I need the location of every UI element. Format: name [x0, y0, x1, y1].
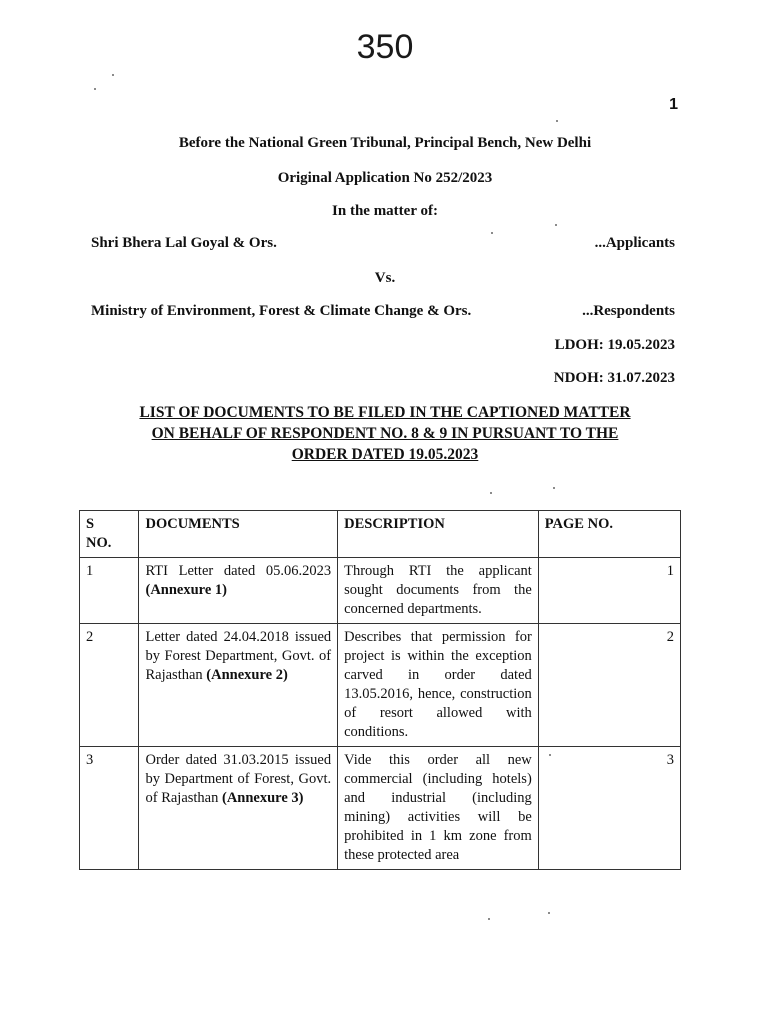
- table-row: [80, 624, 681, 747]
- row-document: [139, 747, 338, 870]
- header-s: S: [86, 516, 95, 532]
- respondent-row: [91, 303, 675, 320]
- respondent-name: Ministry of Environment, Forest & Climate Change & Ors.: [91, 303, 472, 319]
- document-text: Letter dated 24.04.2018 issued by Forest Department, Govt. of Rajasthan: [145, 629, 332, 683]
- document-text: Order dated 31.03.2015 issued by Department of Forest, Govt. of Rajasthan: [145, 752, 332, 806]
- annexure-label: (Annexure 2): [206, 667, 288, 683]
- application-number: Original Application No 252/2023: [277, 170, 493, 186]
- heading-line-2: ON BEHALF OF RESPONDENT NO. 8 & 9 IN PURSUANT TO THE: [151, 425, 619, 442]
- scan-speck: [112, 74, 114, 76]
- applicant-row: [91, 235, 675, 252]
- applicant-role: ...Applicants: [594, 235, 675, 251]
- scan-speck: [488, 918, 490, 920]
- page-number: 1: [669, 96, 678, 113]
- row-page: 1: [538, 558, 680, 624]
- row-document: [139, 624, 338, 747]
- header-s-no: [80, 511, 139, 558]
- applicant-name: Shri Bhera Lal Goyal & Ors.: [91, 235, 277, 251]
- row-s-no: 3: [80, 747, 139, 870]
- header-description: DESCRIPTION: [338, 511, 539, 558]
- row-description: Through RTI the applicant sought documents from the concerned departments.: [338, 558, 539, 624]
- scan-speck: [491, 232, 493, 234]
- documents-table: [79, 510, 681, 870]
- heading-line-1: LIST OF DOCUMENTS TO BE FILED IN THE CAPTIONED MATTER: [139, 404, 631, 421]
- header-documents: DOCUMENTS: [139, 511, 338, 558]
- scan-speck: [556, 120, 558, 122]
- annexure-label: (Annexure 1): [145, 582, 227, 598]
- scan-speck: [553, 487, 555, 489]
- stamp-number: 350: [356, 28, 414, 66]
- row-page: 2: [538, 624, 680, 747]
- scan-speck: [94, 88, 96, 90]
- row-description: Vide this order all new commercial (including hotels) and industrial (including mining) activities will be prohibited in 1 km zone from these protected area: [338, 747, 539, 870]
- ndoh: NDOH: 31.07.2023: [553, 370, 675, 386]
- ldoh: LDOH: 19.05.2023: [554, 337, 675, 353]
- court-title: Before the National Green Tribunal, Principal Bench, New Delhi: [178, 135, 592, 151]
- document-text: RTI Letter dated 05.06.2023: [145, 563, 332, 579]
- row-description: Describes that permission for project is within the exception carved in order dated 13.05.2016, hence, construction of resort allowed with conditions.: [338, 624, 539, 747]
- scan-speck: [548, 912, 550, 914]
- row-page: 3: [538, 747, 680, 870]
- versus: Vs.: [374, 270, 396, 286]
- respondent-role: ...Respondents: [582, 303, 675, 319]
- scan-speck: [549, 754, 551, 756]
- header-no: NO.: [86, 535, 112, 551]
- matter-line: In the matter of:: [332, 203, 438, 219]
- table-row: [80, 558, 681, 624]
- document-list-heading: [96, 402, 674, 465]
- table-header-row: [80, 511, 681, 558]
- row-s-no: 2: [80, 624, 139, 747]
- scan-speck: [555, 224, 557, 226]
- table-row: [80, 747, 681, 870]
- heading-line-3: ORDER DATED 19.05.2023: [291, 446, 479, 463]
- row-s-no: 1: [80, 558, 139, 624]
- scan-speck: [490, 492, 492, 494]
- annexure-label: (Annexure 3): [222, 790, 304, 806]
- header-page-no: PAGE NO.: [538, 511, 680, 558]
- row-document: [139, 558, 338, 624]
